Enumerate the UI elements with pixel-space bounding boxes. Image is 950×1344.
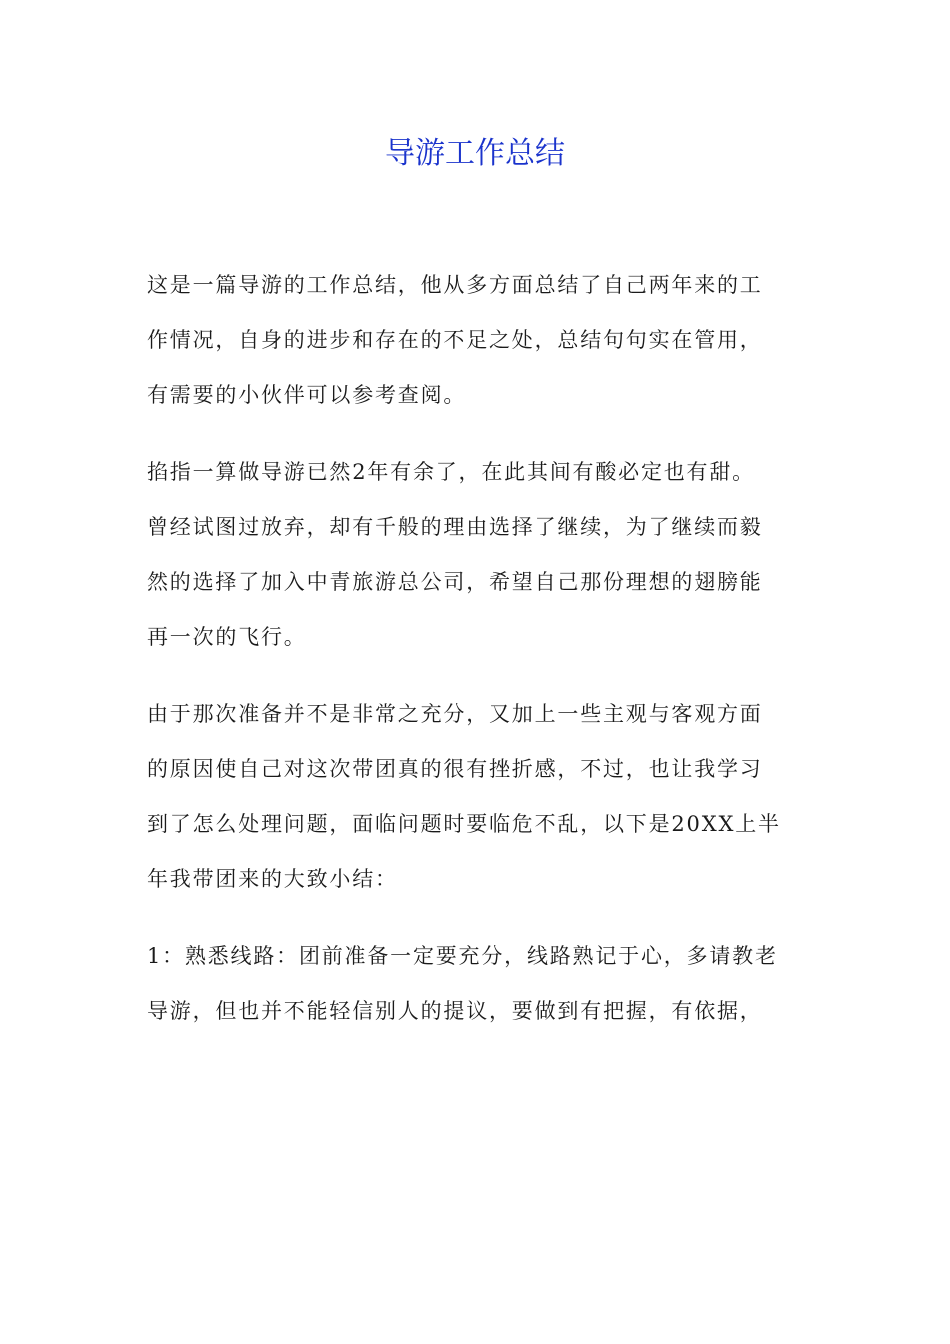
paragraph-line: 再一次的飞行。 (147, 625, 307, 649)
paragraph-line: 这是一篇导游的工作总结，他从多方面总结了自己两年来的工 (147, 273, 763, 297)
paragraph-line: 的原因使自己对这次带团真的很有挫折感，不过，也让我学习 (147, 757, 763, 781)
paragraph-line: 由于那次准备并不是非常之充分，又加上一些主观与客观方面 (147, 702, 763, 726)
paragraph-line: 然的选择了加入中青旅游总公司，希望自己那份理想的翅膀能 (147, 570, 763, 594)
paragraph-line: 有需要的小伙伴可以参考查阅。 (147, 383, 467, 407)
document-body (147, 258, 807, 1061)
paragraph-line: 年我带团来的大致小结： (147, 867, 398, 891)
paragraph-line: 作情况，自身的进步和存在的不足之处，总结句句实在管用， (147, 328, 763, 352)
paragraph-line: 导游，但也并不能轻信别人的提议，要做到有把握，有依据， (147, 999, 763, 1023)
document-title: 导游工作总结 (385, 136, 565, 171)
paragraph-line: 掐指一算做导游已然2年有余了，在此其间有酸必定也有甜。 (147, 460, 755, 484)
paragraph-point-1 (147, 929, 807, 1039)
paragraph-line: 曾经试图过放弃，却有千般的理由选择了继续，为了继续而毅 (147, 515, 763, 539)
paragraph-line: 到了怎么处理问题，面临问题时要临危不乱，以下是20XX上半 (147, 812, 781, 836)
paragraph-experience (147, 445, 807, 665)
paragraph-intro (147, 258, 807, 423)
paragraph-reflection (147, 687, 807, 907)
paragraph-line: 1：熟悉线路：团前准备一定要充分，线路熟记于心，多请教老 (147, 944, 778, 968)
